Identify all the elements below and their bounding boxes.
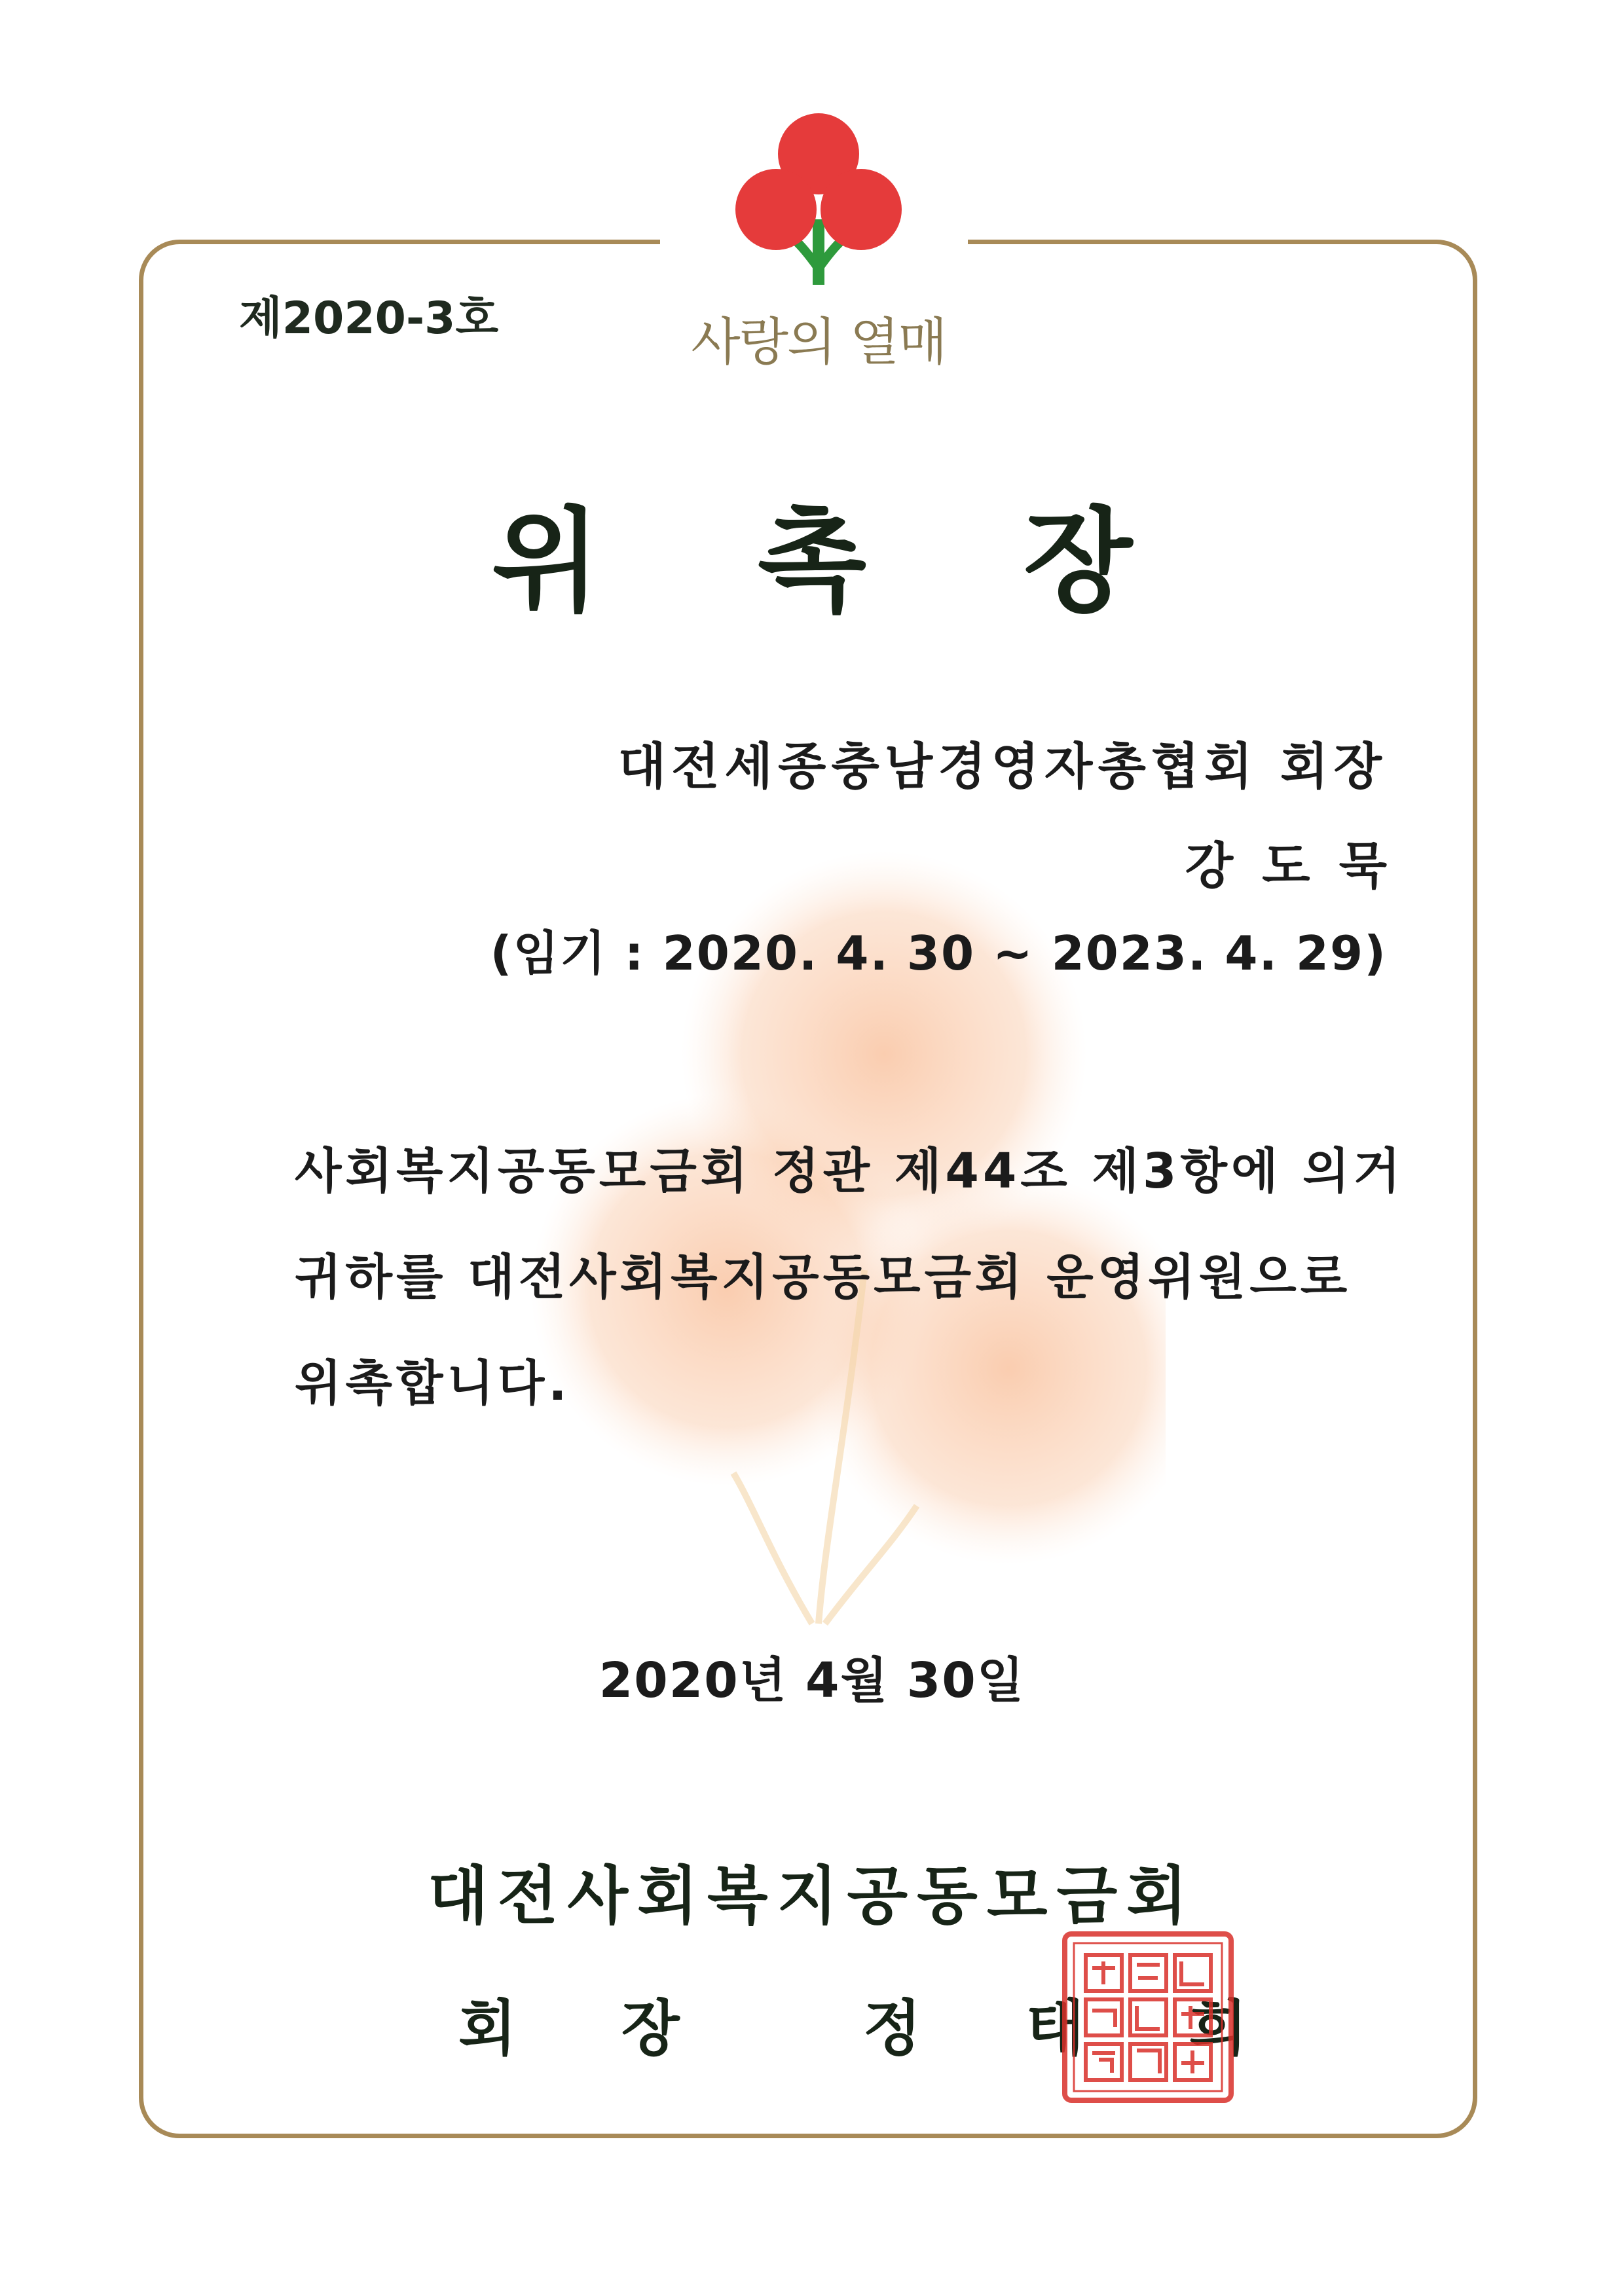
document-number: 제2020-3호 xyxy=(239,293,499,344)
issue-date: 2020년 4월 30일 xyxy=(599,1652,1025,1709)
certificate-title: 위촉장 xyxy=(491,496,1290,627)
appointment-term: (임기 : 2020. 4. 30 ~ 2023. 4. 29) xyxy=(490,926,1387,981)
body-line: 사회복지공동모금회 정관 제44조 제3항에 의거 xyxy=(295,1143,1405,1199)
certificate-body xyxy=(295,1118,1405,1436)
signer-name: 정태희 xyxy=(863,1994,1352,2064)
three-fruit-logo-icon xyxy=(720,105,917,301)
official-seal-icon xyxy=(1060,1929,1236,2105)
issuer-organization: 대전사회복지공동모금회 xyxy=(427,1859,1197,1933)
recipient-organization-role: 대전세종충남경영자총협회 회장 xyxy=(618,737,1387,795)
logo-text: 사랑의 열매 xyxy=(691,313,946,372)
signer-title: 회장 xyxy=(458,1994,784,2064)
body-line: 귀하를 대전사회복지공동모금회 운영위원으로 xyxy=(295,1249,1352,1305)
recipient-name: 강도묵 xyxy=(1185,837,1416,895)
body-line: 위촉합니다. xyxy=(295,1355,571,1412)
